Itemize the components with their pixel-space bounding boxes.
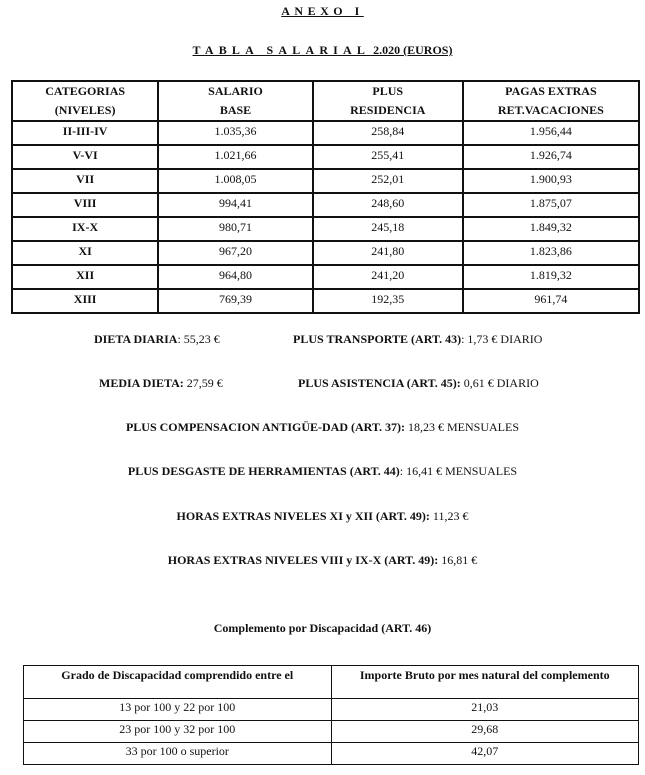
disability-title: Complemento por Discapacidad (ART. 46)	[213, 621, 432, 635]
header-categorias: CATEGORIAS (NIVELES)	[12, 81, 158, 121]
plus-asistencia-value: 0,61 € DIARIO	[460, 376, 539, 390]
horas-extras-xi-xii-value: 11,23 €	[429, 509, 469, 523]
salario-base-cell: 964,80	[158, 265, 312, 289]
table-title-year: 2.020 (EUROS)	[370, 43, 453, 57]
plus-transporte	[293, 332, 542, 347]
amount-cell: 21,03	[331, 699, 639, 721]
horas-extras-viii-ix-x	[0, 553, 645, 568]
pagas-extras-cell: 1.900,93	[463, 169, 639, 193]
plus-antiguedad-value: 18,23 € MENSUALES	[405, 420, 520, 434]
plus-herramientas-value: : 16,41 € MENSUALES	[399, 464, 518, 478]
pagas-extras-cell: 1.849,32	[463, 217, 639, 241]
amount-cell: 42,07	[331, 743, 639, 765]
header-salario-base: SALARIO BASE	[158, 81, 312, 121]
pagas-extras-cell: 961,74	[463, 289, 639, 313]
category-cell: V-VI	[12, 145, 158, 169]
disability-table	[23, 665, 639, 765]
salario-base-cell: 980,71	[158, 217, 312, 241]
plus-residencia-cell: 255,41	[313, 145, 463, 169]
horas-extras-xi-xii-label: HORAS EXTRAS NIVELES XI y XII (ART. 49):	[176, 509, 430, 523]
salario-base-cell: 967,20	[158, 241, 312, 265]
plus-residencia-cell: 252,01	[313, 169, 463, 193]
category-cell: XIII	[12, 289, 158, 313]
table-row	[24, 721, 639, 743]
category-cell: XI	[12, 241, 158, 265]
table-row	[24, 699, 639, 721]
table-row	[12, 193, 639, 217]
header-pagas-extras: PAGAS EXTRAS RET.VACACIONES	[463, 81, 639, 121]
dieta-diaria-label: DIETA DIARIA	[94, 332, 178, 346]
salario-base-cell: 769,39	[158, 289, 312, 313]
horas-extras-xi-xii	[0, 509, 645, 524]
header-importe: Importe Bruto por mes natural del complemento	[331, 666, 639, 699]
category-cell: VIII	[12, 193, 158, 217]
plus-asistencia	[298, 376, 539, 391]
pagas-extras-cell: 1.819,32	[463, 265, 639, 289]
salario-base-cell: 994,41	[158, 193, 312, 217]
plus-transporte-value: : 1,73 € DIARIO	[461, 332, 543, 346]
plus-herramientas-label: PLUS DESGASTE DE HERRAMIENTAS (ART. 44)	[127, 464, 400, 478]
horas-extras-viii-ix-x-value: 16,81 €	[438, 553, 478, 567]
salary-table	[11, 80, 640, 314]
table-row	[12, 289, 639, 313]
plus-residencia-cell: 258,84	[313, 121, 463, 145]
disability-table-header	[24, 666, 639, 699]
plus-herramientas	[0, 464, 645, 479]
salario-base-cell: 1.035,36	[158, 121, 312, 145]
range-cell: 23 por 100 y 32 por 100	[24, 721, 332, 743]
dieta-diaria	[94, 332, 220, 347]
category-cell: II-III-IV	[12, 121, 158, 145]
horas-extras-viii-ix-x-label: HORAS EXTRAS NIVELES VIII y IX-X (ART. 49):	[167, 553, 439, 567]
table-row	[12, 217, 639, 241]
table-title-main: TABLA SALARIAL	[192, 43, 371, 57]
header-grado: Grado de Discapacidad comprendido entre el	[24, 666, 332, 699]
table-row	[12, 121, 639, 145]
salario-base-cell: 1.021,66	[158, 145, 312, 169]
pagas-extras-cell: 1.823,86	[463, 241, 639, 265]
pagas-extras-cell: 1.875,07	[463, 193, 639, 217]
plus-residencia-cell: 248,60	[313, 193, 463, 217]
plus-asistencia-label: PLUS ASISTENCIA (ART. 45):	[298, 376, 461, 390]
plus-antiguedad-label: PLUS COMPENSACION ANTIGÜE-DAD (ART. 37):	[125, 420, 405, 434]
category-cell: VII	[12, 169, 158, 193]
annex-title: ANEXO I	[281, 4, 364, 18]
plus-residencia-cell: 241,80	[313, 241, 463, 265]
table-row	[12, 145, 639, 169]
media-dieta-value: 27,59 €	[183, 376, 223, 390]
plus-residencia-cell: 245,18	[313, 217, 463, 241]
table-row	[24, 743, 639, 765]
media-dieta-label: MEDIA DIETA:	[99, 376, 184, 390]
range-cell: 33 por 100 o superior	[24, 743, 332, 765]
amount-cell: 29,68	[331, 721, 639, 743]
salary-table-header	[12, 81, 639, 121]
header-plus-residencia: PLUS RESIDENCIA	[313, 81, 463, 121]
plus-transporte-label: PLUS TRANSPORTE (ART. 43)	[293, 332, 462, 346]
range-cell: 13 por 100 y 22 por 100	[24, 699, 332, 721]
category-cell: XII	[12, 265, 158, 289]
table-title	[0, 43, 645, 58]
salario-base-cell: 1.008,05	[158, 169, 312, 193]
plus-residencia-cell: 241,20	[313, 265, 463, 289]
plus-residencia-cell: 192,35	[313, 289, 463, 313]
table-row	[12, 169, 639, 193]
dieta-diaria-value: : 55,23 €	[177, 332, 220, 346]
category-cell: IX-X	[12, 217, 158, 241]
pagas-extras-cell: 1.926,74	[463, 145, 639, 169]
pagas-extras-cell: 1.956,44	[463, 121, 639, 145]
plus-antiguedad	[0, 420, 645, 435]
media-dieta	[99, 376, 223, 391]
table-row	[12, 265, 639, 289]
table-row	[12, 241, 639, 265]
